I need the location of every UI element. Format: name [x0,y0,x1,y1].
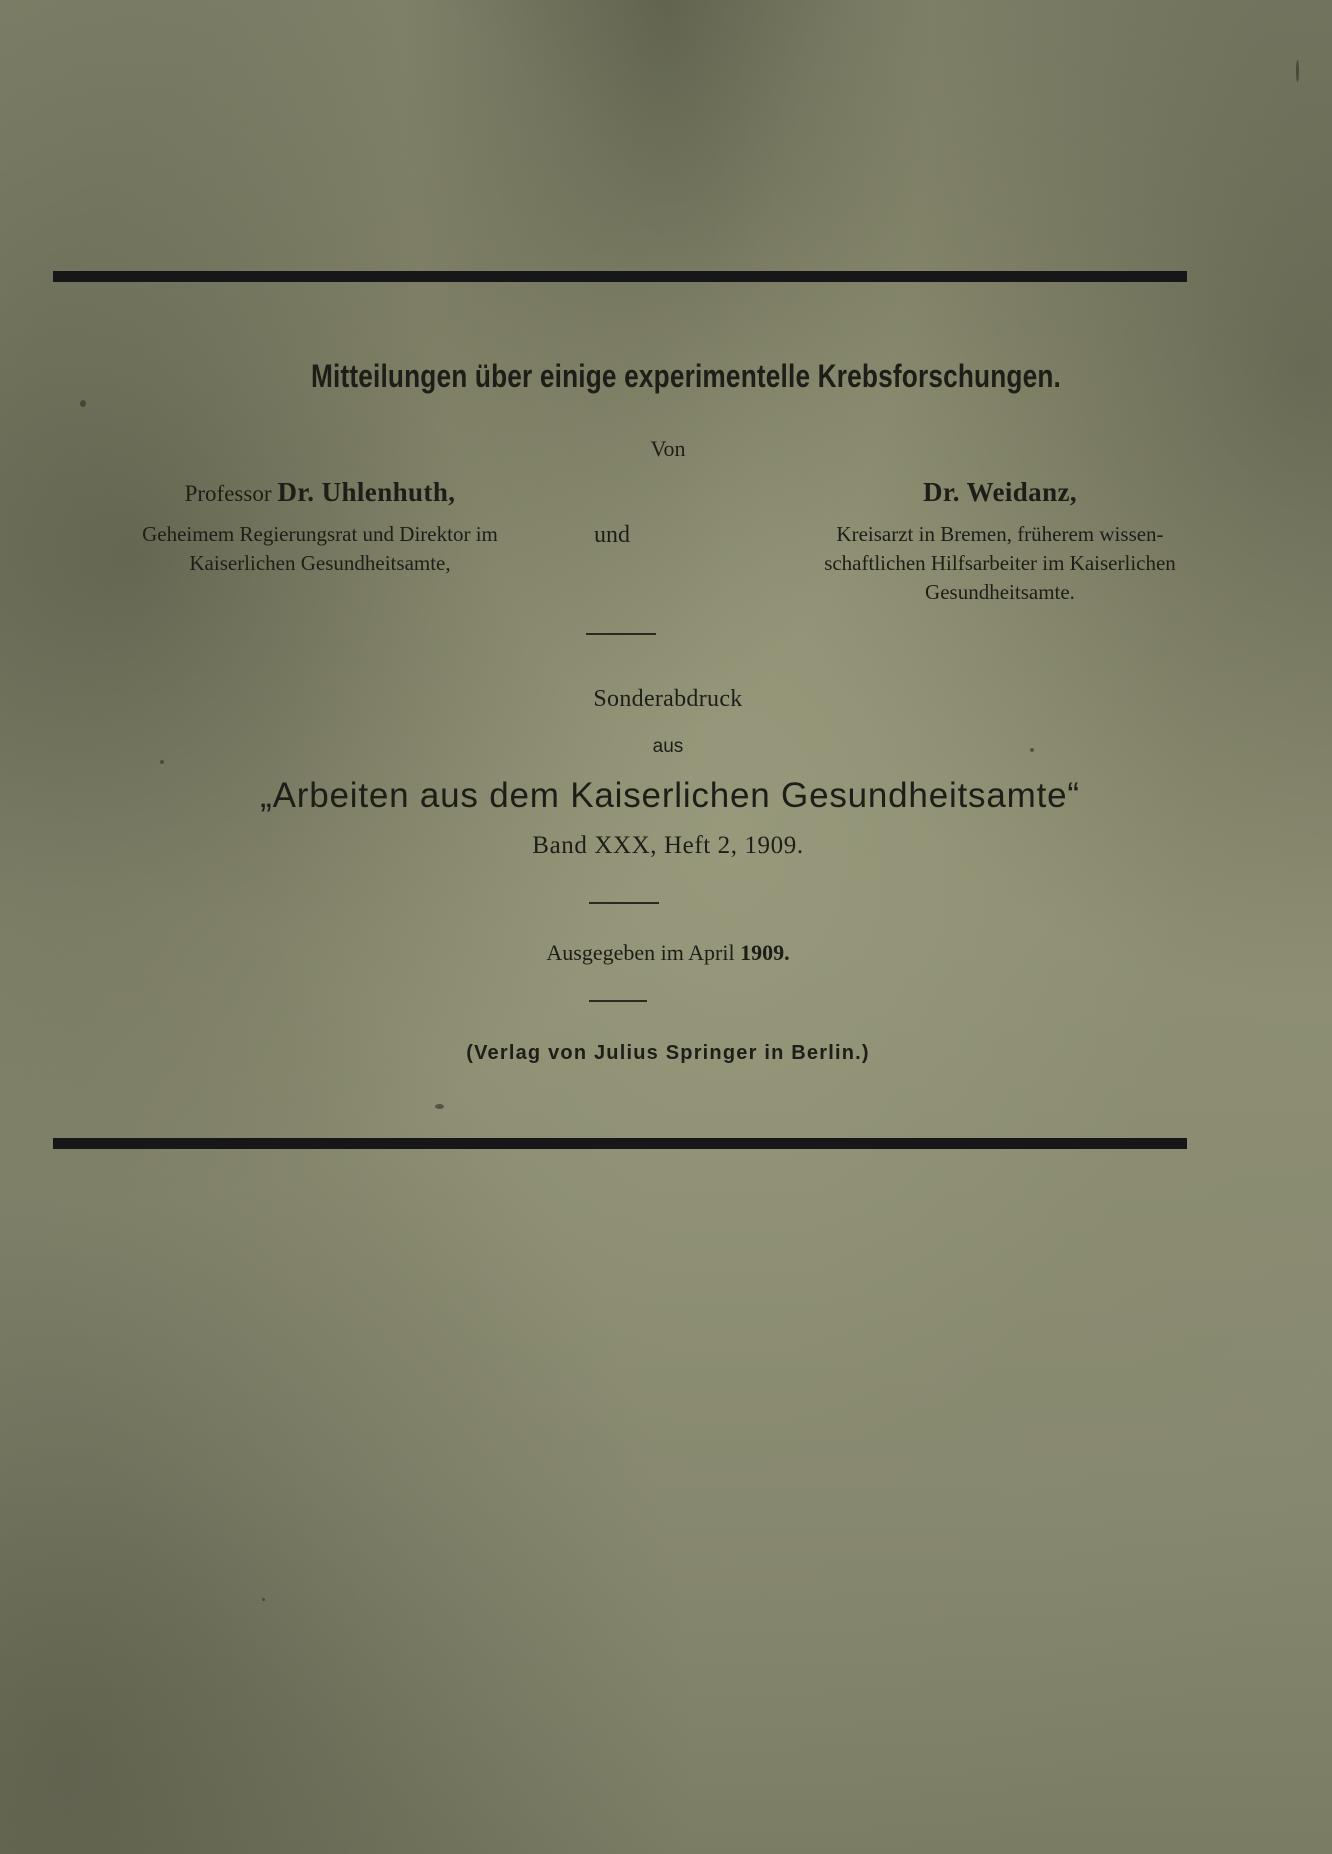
journal-volume: Band XXX, Heft 2, 1909. [532,832,804,859]
author-right-name: Dr. Weidanz, [922,477,1078,507]
author-left-name [0,477,640,508]
author-left-fullname: Dr. Uhlenhuth, [277,477,456,507]
issue-date [2,940,1332,966]
author-right-affiliation [665,520,1332,607]
author-right-affiliation-line: Gesundheitsamte. [925,580,1075,604]
byline: Von [650,436,686,461]
issue-date-prefix: Ausgegeben im April [546,940,735,965]
separator-dash [589,1000,647,1002]
author-left-affiliation-line: Geheimem Regierungsrat und Direktor im [142,522,498,546]
top-rule [53,271,1187,282]
offprint-from: aus [652,736,684,757]
publisher-line: (Verlag von Julius Springer in Berlin.) [466,1042,870,1064]
offprint-label: Sonderabdruck [593,686,743,712]
paper-speck [262,1598,265,1601]
bottom-rule [53,1138,1187,1149]
paper-speck [80,400,86,407]
author-left-affiliation-line: Kaiserlichen Gesundheitsamte, [189,551,451,575]
author-right-affiliation-line: schaftlichen Hilfsarbeiter im Kaiserlichen [824,551,1176,575]
paper-speck [160,760,164,764]
author-right-affiliation-line: Kreisarzt in Bremen, früherem wissen- [836,522,1164,546]
page-title: Mitteilungen über einige experimentelle Krebsforschungen. [310,358,1062,394]
separator-dash [586,633,656,635]
journal-title: „Arbeiten aus dem Kaiserlichen Gesundheitsamte“ [260,776,1080,815]
author-left-rank: Professor [184,481,272,506]
author-conjunction: und [594,522,630,548]
paper-speck [1030,748,1034,752]
paper-speck [435,1104,444,1109]
paper-speck [1296,60,1299,82]
author-left-affiliation [0,520,640,578]
issue-date-year: 1909. [740,940,790,965]
separator-dash [589,902,659,904]
